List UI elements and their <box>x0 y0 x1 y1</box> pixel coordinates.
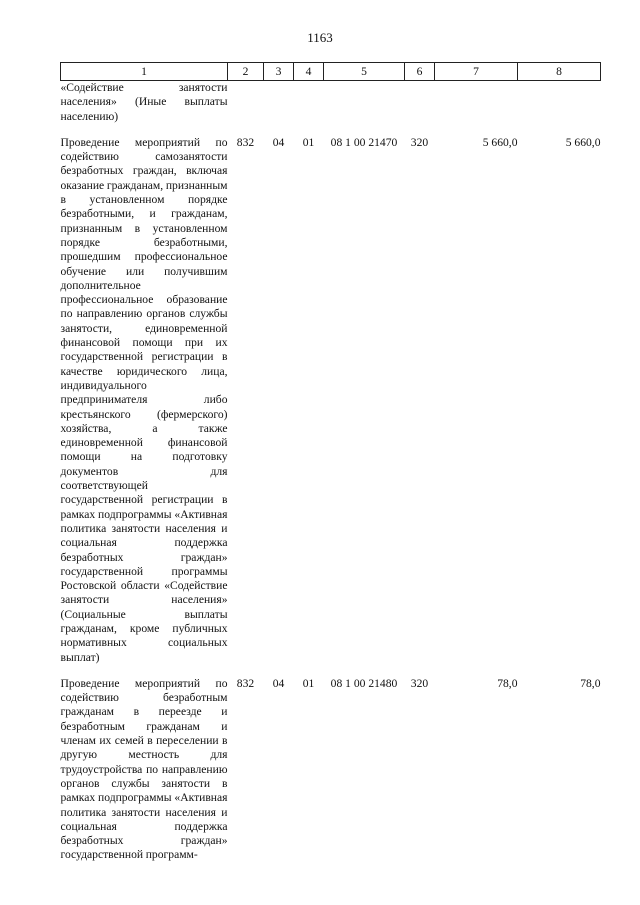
column-header-7: 7 <box>435 63 518 81</box>
row-description: Проведение мероприятий по содействию самозанятости безработных граждан, включая оказание гражданам, признанным в установленном порядке безработными, и гражданам, признанным в установленном порядке безработными, прошедшим профессиональное обучение или получившим дополнительное профессиональное образование по направлению органов службы занятости, единовременной финансовой помощи при их государственной регистрации в качестве юридического лица, индивидуального предпринимателя либо крестьянского (фермерского) хозяйства, а также единовременной финансовой помощи на подготовку документов для соответствующей государственной регистрации в рамках подпрограммы «Активная политика занятости населения и социальная поддержка безработных граждан» государственной программы Ростовской области «Содействие занятости населения» (Социальные выплаты гражданам, кроме публичных нормативных социальных выплат) <box>60 135 228 664</box>
page-number: 1163 <box>307 30 333 45</box>
row-code-2: 832 <box>236 135 255 149</box>
row-code-4 <box>294 81 324 124</box>
row-code-5: 08 1 00 21470 <box>330 135 398 149</box>
row-code-4: 01 <box>302 135 315 149</box>
budget-table <box>60 62 601 863</box>
row-gap <box>61 124 601 136</box>
row-value-8 <box>518 81 601 124</box>
row-value-8: 78,0 <box>580 676 601 690</box>
row-code-5 <box>324 81 405 124</box>
row-gap <box>61 665 601 677</box>
column-header-5: 5 <box>324 63 405 81</box>
row-value-7: 78,0 <box>497 676 518 690</box>
row-code-4: 01 <box>302 676 315 690</box>
row-code-3 <box>264 81 294 124</box>
table-row <box>61 81 601 124</box>
table-row <box>61 136 601 665</box>
column-header-6: 6 <box>405 63 435 81</box>
row-code-2 <box>228 81 264 124</box>
row-code-3: 04 <box>272 135 285 149</box>
row-code-2: 832 <box>236 676 255 690</box>
row-description: Проведение мероприятий по содействию безработным гражданам в переезде и безработным гражданам и членам их семей в переселении в другую местность для трудоустройства по направлению органов службы занятости в рамках подпрограммы «Активная политика занятости населения и социальная поддержка безработных граждан» государственной программ- <box>60 676 228 862</box>
row-code-3: 04 <box>272 676 285 690</box>
row-value-7 <box>435 81 518 124</box>
column-header-8: 8 <box>518 63 601 81</box>
row-description: «Содействие занятости населения» (Иные выплаты населению) <box>60 81 228 123</box>
row-code-6 <box>405 81 435 124</box>
row-code-6: 320 <box>410 135 429 149</box>
column-header-3: 3 <box>264 63 294 81</box>
row-code-5: 08 1 00 21480 <box>330 676 398 690</box>
row-value-7: 5 660,0 <box>482 135 518 149</box>
column-header-2: 2 <box>228 63 264 81</box>
row-value-8: 5 660,0 <box>565 135 601 149</box>
row-code-6: 320 <box>410 676 429 690</box>
header-row <box>61 63 601 81</box>
column-header-4: 4 <box>294 63 324 81</box>
column-header-1: 1 <box>61 63 228 81</box>
table-row <box>61 677 601 863</box>
